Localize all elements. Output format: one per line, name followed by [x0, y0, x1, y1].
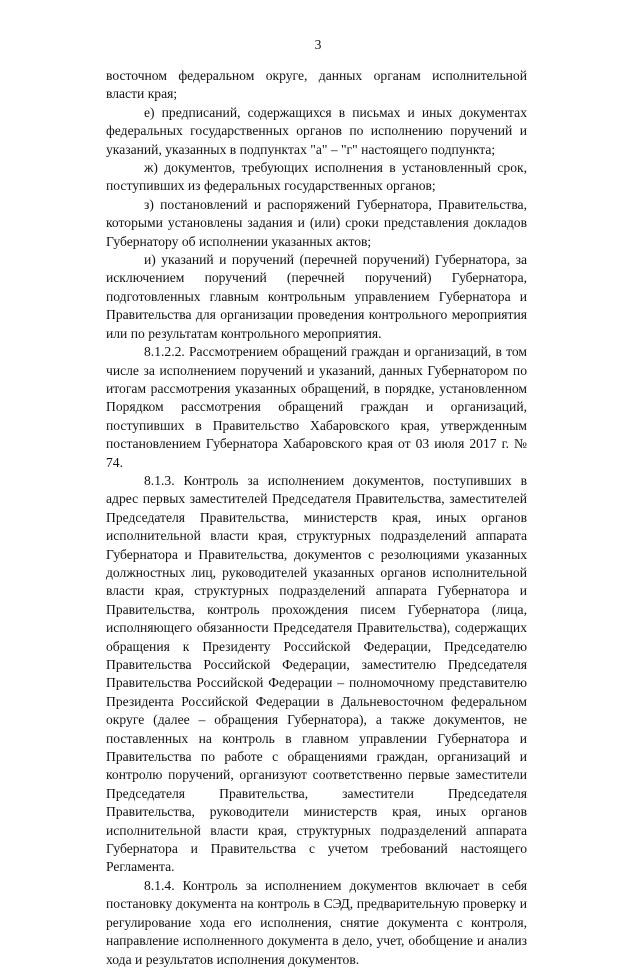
- document-body: [106, 67, 527, 969]
- paragraph-item-z: з) постановлений и распоряжений Губернатора, Правительства, которыми установлены задания и (или) сроки представления докладов Губернатору об исполнении указанных актов;: [106, 196, 527, 249]
- paragraph-8-1-2-2: 8.1.2.2. Рассмотрением обращений граждан и организаций, в том числе за исполнением поручений и указаний, данных Губернатором по итогам рассмотрения указанных обращений, в порядке, установленном Порядком рассмотрения обращений граждан и организаций, поступивших в Правительство Хабаровского края, утвержденным постановлением Губернатора Хабаровского края от 03 июля 2017 г. № 74.: [106, 344, 527, 470]
- paragraph-continuation: восточном федеральном округе, данных органам исполнительной власти края;: [106, 68, 527, 102]
- paragraph-item-zh: ж) документов, требующих исполнения в установленный срок, поступивших из федеральных государственных органов;: [106, 160, 527, 194]
- paragraph-item-i: и) указаний и поручений (перечней поручений) Губернатора, за исключением поручений (перечней поручений) Губернатора, подготовленных главным контрольным управлением Губернатора и Правительства для организации проведения контрольного мероприятия или по результатам контрольного мероприятия.: [106, 252, 527, 341]
- paragraph-item-e: е) предписаний, содержащихся в письмах и иных документах федеральных государственных органов по исполнению поручений и указаний, указанных в подпунктах "а" – "г" настоящего подпункта;: [106, 104, 527, 157]
- page-number: 3: [314, 37, 322, 52]
- paragraph-8-1-4: 8.1.4. Контроль за исполнением документов включает в себя постановку документа на контроль в СЭД, предварительную проверку и регулирование хода его исполнения, снятие документа с контроля, направление исполненного документа в дело, учет, обобщение и анализ хода и результатов исполнения документов.: [106, 877, 527, 967]
- paragraph-8-1-3: 8.1.3. Контроль за исполнением документов, поступивших в адрес первых заместителей Председателя Правительства, заместителей Председателя Правительства, министерств края, иных органов исполнительной власти края, структурных подразделений аппарата Губернатора и Правительства, документов с резолюциями указанных должностных лиц, руководителей указанных органов исполнительной власти края, структурных подразделений аппарата Губернатора и Правительства, контроль прохождения писем Губернатора (лица, исполняющего обязанности Председателя Правительства), содержащих обращения к Президенту Российской Федерации, Председателю Правительства Российской Федерации, заместителю Председателя Правительства Российской Федерации – полномочному представителю Президента Российской Федерации в Дальневосточном федеральном округе (далее – обращения Губернатора), а также документов, не поставленных на контроль в главном управлении Губернатора и Правительства по работе с обращениями граждан, организаций и контролю поручений, организуют соответственно первые заместители Председателя Правительства, заместители Председателя Правительства, руководители министерств края, иных органов исполнительной власти края, структурных подразделений аппарата Губернатора и Правительства с учетом требований настоящего Регламента.: [106, 472, 527, 875]
